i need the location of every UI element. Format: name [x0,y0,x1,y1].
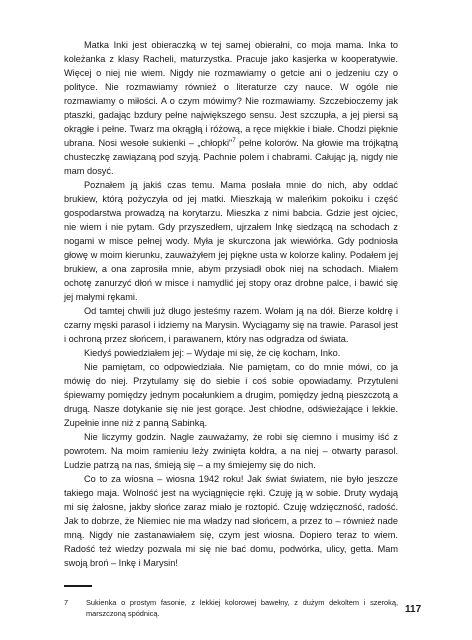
page-number: 117 [405,604,422,615]
footnote [64,597,398,619]
paragraph: Nie pamiętam, co odpowiedziała. Nie pamiętam, co do mnie mówi, co ja mówię do niej. Przytulamy się do siebie i coś sobie opowiadamy. Przytuleni śpiewamy pomiędzy jednym pocałunkiem a drugim, pomiędzy jedną pieszczotą a drugą. Nasze dotykanie się nie jest gorące. Jest chłodne, odświeżające i lekkie. Zupełnie inne niż z panną Sabinką. [64,362,398,428]
paragraph [64,38,398,178]
paragraph-text: Matka Inki jest obieraczką w tej samej obierałni, co moja mama. Inka to koleżanka z klasy Racheli, maturzystka. Pracuje jako kasjerka w kooperatywie. Więcej o niej nie wiem. Nigdy nie rozmawiamy o getcie ani o jedzeniu czy o polityce. Nie rozmawiamy również o literaturze czy nauce. W ogóle nie rozmawiamy o miłości. A o czym mówimy? Nie rozmawiamy. Szczebioczemy jak ptaszki, gadając bzdury pełne największego sensu. Jest szczupła, a jej piersi są okrągłe i pełne. Twarz ma okrągłą i różową, a ręce miękkie i białe. Chodzi pięknie ubrana. Nosi wesołe sukienki – „chłopki" [64,40,398,148]
paragraph: Co to za wiosna – wiosna 1942 roku! Jak świat światem, nie było jeszcze takiego maja. Wolność jest na wyciągnięcie ręki. Czuję ją w sobie. Druty wydają mi się żałosne, jakby słońce zaraz miało je roztopić. Czuję wdzięczność, radość. Jak to dobrze, że Niemiec nie ma władzy nad słońcem, a przez to – również nade mną. Nigdy nie zastanawiałem się, czym jest wiosna. Dopiero teraz to wiem. Radość też wiedzy pozwala mi się nie bać domu, podwórka, ulicy, getta. Mam swoją broń – Inkę i Marysin! [64,474,398,568]
footnote-number: 7 [64,598,69,607]
footnote-text: Sukienka o prostym fasonie, z lekkiej kolorowej bawełny, z dużym dekoltem i szeroką, marszczoną spódnicą. [86,598,398,618]
paragraph: Od tamtej chwili już długo jesteśmy razem. Wołam ją na dół. Bierze kołdrę i czarny męski parasol i idziemy na Marysin. Wyciągamy się na trawie. Parasol jest i ochroną przez słońcem, i parawanem, który nas odgradza od świata. [64,306,398,344]
footnote-divider [64,585,92,587]
paragraph: Poznałem ją jakiś czas temu. Mama posłała mnie do nich, aby oddać brukiew, którą pożyczyła od jej matki. Mieszkają w maleńkim pokoiku i część gospodarstwa prowadzą na korytarzu. Mieszka z nimi babcia. Gdzie jest ojciec, nie wiem i nie pytam. Gdy przyszedłem, ujrzałem Inkę siedzącą na schodach z nogami w misce pełnej wody. Myła je skurczona jak wiewiórka. Gdy podniosła głowę w moim kierunku, zauważyłem jej piękne usta w kolorze kaliny. Podałem jej brukiew, a ona zaprosiła mnie, abym przysiadł obok niej na schodach. Miałem ochotę zanurzyć dłoń w misce i namydlić jej stopy oraz drobne palce, i bawić się jej małymi rękami. [64,180,398,302]
footnote-reference: 7 [232,137,236,144]
paragraph: Nie liczymy godzin. Nagle zauważamy, że robi się ciemno i musimy iść z powrotem. Na moim ramieniu leży zwinięta kołdra, a na niej – otwarty parasol. Ludzie patrzą na nas, śmieją się – a my śmiejemy się do nich. [64,432,398,470]
paragraph: Kiedyś powiedziałem jej: – Wydaje mi się, że cię kocham, Inko. [84,348,341,358]
body-text [64,38,398,570]
paragraph-text-continued: pełne kolorów. Na głowie ma trójkątną chusteczkę zawiązaną pod szyją. Pachnie polem i chabrami. Całując ją, nigdy nie mam dosyć. [64,138,399,176]
